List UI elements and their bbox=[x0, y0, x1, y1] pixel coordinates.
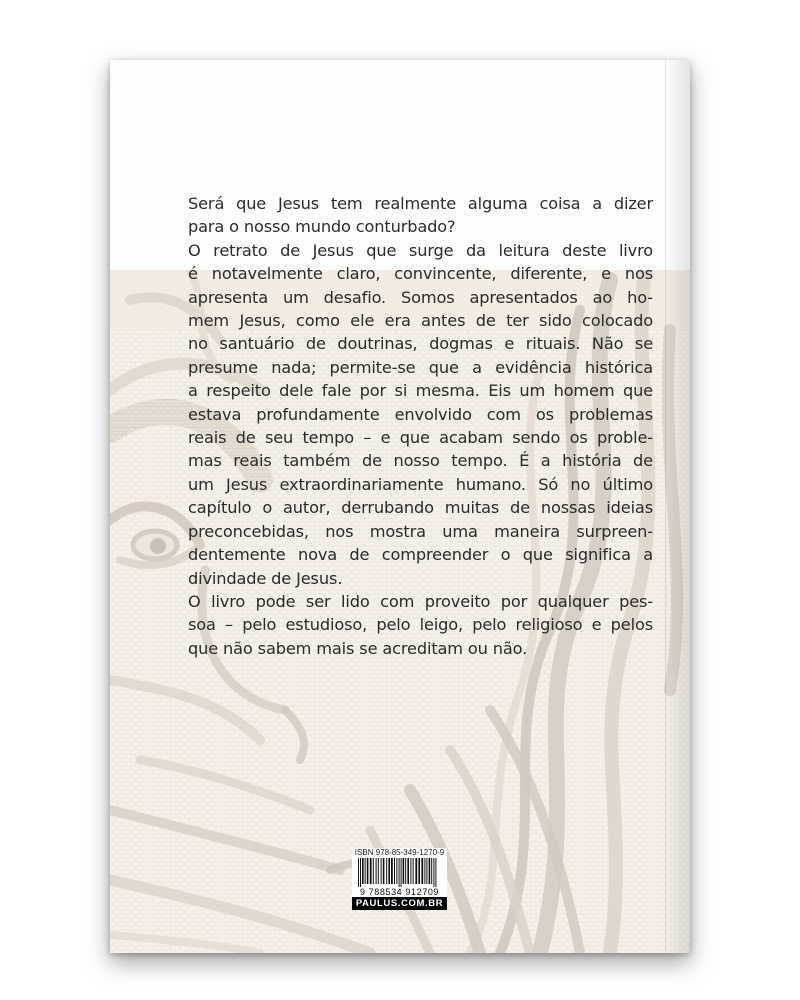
blurb-line: a respeito dele fale por si mesma. Eis um homem que bbox=[188, 381, 653, 401]
barcode-bar bbox=[431, 858, 432, 884]
barcode-bar bbox=[386, 858, 387, 884]
blurb-line: é notavelmente claro, convincente, diferente, e nos bbox=[188, 264, 653, 284]
barcode bbox=[352, 858, 447, 887]
barcode-bar bbox=[362, 858, 364, 884]
barcode-bar bbox=[426, 858, 427, 884]
barcode-bar bbox=[391, 858, 393, 884]
barcode-bar bbox=[378, 858, 379, 884]
barcode-bar bbox=[365, 858, 366, 884]
barcode-bar bbox=[403, 858, 405, 884]
blurb-line: um Jesus extraordinariamente humano. Só no último bbox=[188, 474, 653, 494]
barcode-bar bbox=[396, 858, 397, 884]
blurb-line: divindade de Jesus. bbox=[188, 568, 343, 588]
barcode-bar bbox=[373, 858, 374, 884]
blurb-line: apresenta um desafio. Somos apresentados ao ho- bbox=[188, 287, 653, 307]
barcode-bar bbox=[360, 858, 361, 887]
blurb-line: dentemente nova de compreender o que significa a bbox=[188, 545, 653, 565]
barcode-bar bbox=[418, 858, 420, 884]
barcode-bar bbox=[376, 858, 377, 884]
barcode-bar bbox=[383, 858, 385, 884]
blurb-line: mas reais também de nosso tempo. É a história de bbox=[188, 451, 653, 471]
barcode-bar bbox=[358, 858, 359, 887]
barcode-bar bbox=[388, 858, 390, 884]
barcode-bar bbox=[433, 858, 434, 887]
barcode-digits: 9 788534 912709 bbox=[352, 887, 447, 897]
barcode-bar bbox=[401, 858, 402, 887]
spine-shadow bbox=[664, 60, 690, 953]
blurb-line: estava profundamente envolvido com os problemas bbox=[188, 404, 653, 424]
blurb-line: que não sabem mais se acreditam ou não. bbox=[188, 638, 528, 658]
blurb-line: no santuário de doutrinas, dogmas e rituais. Não se bbox=[188, 334, 653, 354]
blurb-line: mem Jesus, como ele era antes de ter sido colocado bbox=[188, 311, 653, 331]
blurb-line: presume nada; permite-se que a evidência histórica bbox=[188, 357, 653, 377]
blurb-line: para o nosso mundo conturbado? bbox=[188, 217, 456, 237]
barcode-block bbox=[352, 848, 447, 910]
barcode-bar bbox=[405, 858, 406, 884]
back-cover-blurb bbox=[188, 192, 653, 660]
publisher-site: PAULUS.COM.BR bbox=[352, 897, 447, 910]
barcode-bar bbox=[410, 858, 411, 884]
isbn-label: ISBN 978-85-349-1270-9 bbox=[352, 848, 447, 858]
barcode-bar bbox=[429, 858, 431, 884]
barcode-bar bbox=[381, 858, 382, 884]
blurb-line: reais de seu tempo – e que acabam sendo os proble- bbox=[188, 428, 653, 448]
barcode-bar bbox=[370, 858, 372, 884]
barcode-bar bbox=[424, 858, 425, 884]
barcode-bar bbox=[415, 858, 417, 884]
blurb-line: soa – pelo estudioso, pelo leigo, pelo religioso e pelos bbox=[188, 615, 653, 635]
blurb-line: preconcebidas, nos mostra uma maneira surpreen- bbox=[188, 521, 653, 541]
blurb-line: capítulo o autor, derrubando muitas de nossas ideias bbox=[188, 498, 653, 518]
barcode-bar bbox=[407, 858, 409, 884]
barcode-bar bbox=[435, 858, 436, 887]
barcode-bar bbox=[399, 858, 400, 887]
blurb-line: O retrato de Jesus que surge da leitura deste livro bbox=[188, 240, 653, 260]
blurb-line: O livro pode ser lido com proveito por qualquer pes- bbox=[188, 591, 653, 611]
barcode-bar bbox=[394, 858, 395, 884]
barcode-bar bbox=[413, 858, 414, 884]
blurb-line: Será que Jesus tem realmente alguma coisa a dizer bbox=[188, 194, 653, 213]
barcode-bar bbox=[367, 858, 369, 884]
barcode-bar bbox=[421, 858, 423, 884]
